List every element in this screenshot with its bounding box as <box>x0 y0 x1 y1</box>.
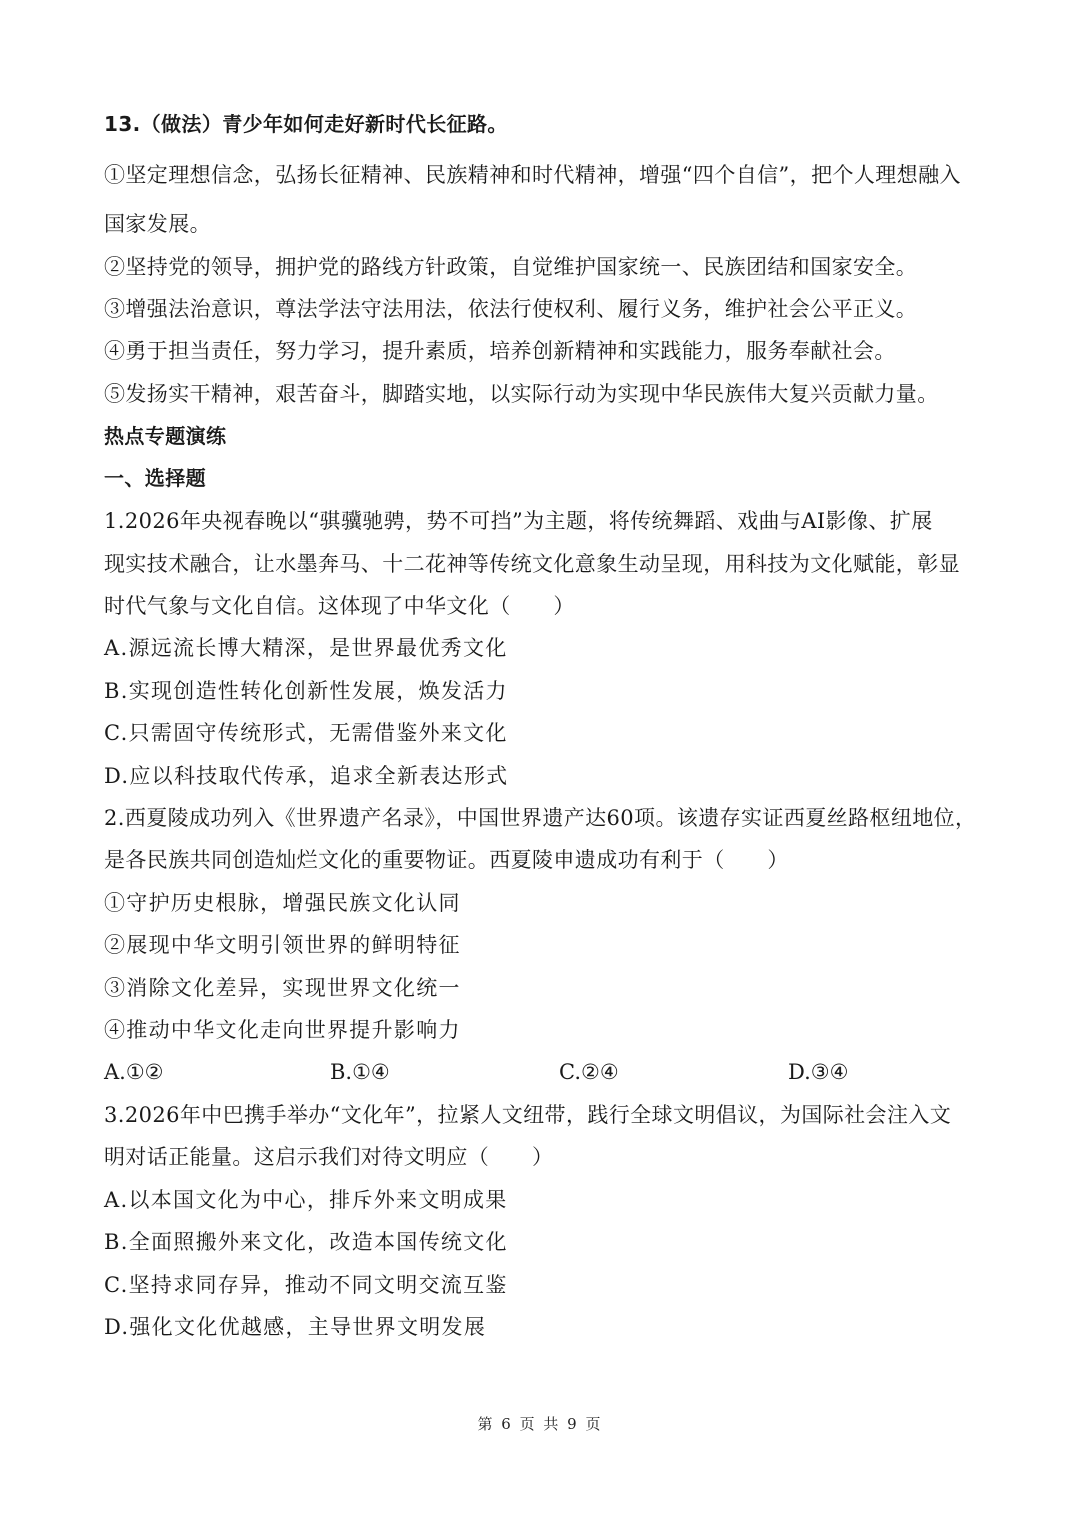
q1-option-a: A.源远流长博大精深，是世界最优秀文化 <box>104 636 508 660</box>
q13-point-2: ②坚持党的领导，拥护党的路线方针政策，自觉维护国家统一、民族团结和国家安全。 <box>104 255 918 279</box>
q13-point-3: ③增强法治意识，尊法学法守法用法，依法行使权利、履行义务，维护社会公平正义。 <box>104 297 918 321</box>
q2-statement-2: ②展现中华文明引领世界的鲜明特征 <box>104 933 461 957</box>
q2-option-d: D.③④ <box>788 1060 849 1084</box>
q2-statement-3: ③消除文化差异，实现世界文化统一 <box>104 976 461 1000</box>
q2-stem-line-1: 2.西夏陵成功列入《世界遗产名录》，中国世界遗产达60项。该遗存实证西夏丝路枢纽地位， <box>104 806 977 830</box>
q3-stem-line-1: 3.2026年中巴携手举办“文化年”，拉紧人文纽带，践行全球文明倡议，为国际社会注入文 <box>104 1103 952 1127</box>
q13-point-5: ⑤发扬实干精神，艰苦奋斗，脚踏实地，以实际行动为实现中华民族伟大复兴贡献力量。 <box>104 382 939 406</box>
q13-point-1: ①坚定理想信念，弘扬长征精神、民族精神和时代精神，增强“四个自信”，把个人理想融入 <box>104 163 961 187</box>
section-subheading: 一、选择题 <box>104 466 206 490</box>
q2-option-a: A.①② <box>104 1060 164 1084</box>
q2-statement-1: ①守护历史根脉，增强民族文化认同 <box>104 891 461 915</box>
q2-options-row <box>104 1057 964 1087</box>
q3-option-b: B.全面照搬外来文化，改造本国传统文化 <box>104 1230 508 1254</box>
section-heading: 热点专题演练 <box>104 424 227 448</box>
q3-option-a: A.以本国文化为中心，排斥外来文明成果 <box>104 1188 508 1212</box>
q1-option-d: D.应以科技取代传承，追求全新表达形式 <box>104 764 509 788</box>
q13-title: 13.（做法）青少年如何走好新时代长征路。 <box>104 112 508 136</box>
q1-option-c: C.只需固守传统形式，无需借鉴外来文化 <box>104 721 508 745</box>
q2-statement-4: ④推动中华文化走向世界提升影响力 <box>104 1018 461 1042</box>
q1-stem-line-2: 现实技术融合，让水墨奔马、十二花神等传统文化意象生动呈现，用科技为文化赋能，彰显 <box>104 552 960 576</box>
q1-stem-line-3: 时代气象与文化自信。这体现了中华文化（ ） <box>104 594 575 618</box>
q1-stem-line-1: 1.2026年央视春晚以“骐骥驰骋，势不可挡”为主题，将传统舞蹈、戏曲与AI影像、扩展 <box>104 509 933 533</box>
q3-stem-line-2: 明对话正能量。这启示我们对待文明应（ ） <box>104 1145 554 1169</box>
q2-option-c: C.②④ <box>559 1060 619 1084</box>
q13-point-1-continued: 国家发展。 <box>104 212 211 236</box>
q2-option-b: B.①④ <box>330 1060 390 1084</box>
q1-option-b: B.实现创造性转化创新性发展，焕发活力 <box>104 679 508 703</box>
q2-stem-line-2: 是各民族共同创造灿烂文化的重要物证。西夏陵申遗成功有利于（ ） <box>104 848 789 872</box>
q13-point-4: ④勇于担当责任，努力学习，提升素质，培养创新精神和实践能力，服务奉献社会。 <box>104 339 896 363</box>
page-number-footer: 第 6 页 共 9 页 <box>477 1415 603 1433</box>
q3-option-c: C.坚持求同存异，推动不同文明交流互鉴 <box>104 1273 508 1297</box>
q3-option-d: D.强化文化优越感，主导世界文明发展 <box>104 1315 487 1339</box>
